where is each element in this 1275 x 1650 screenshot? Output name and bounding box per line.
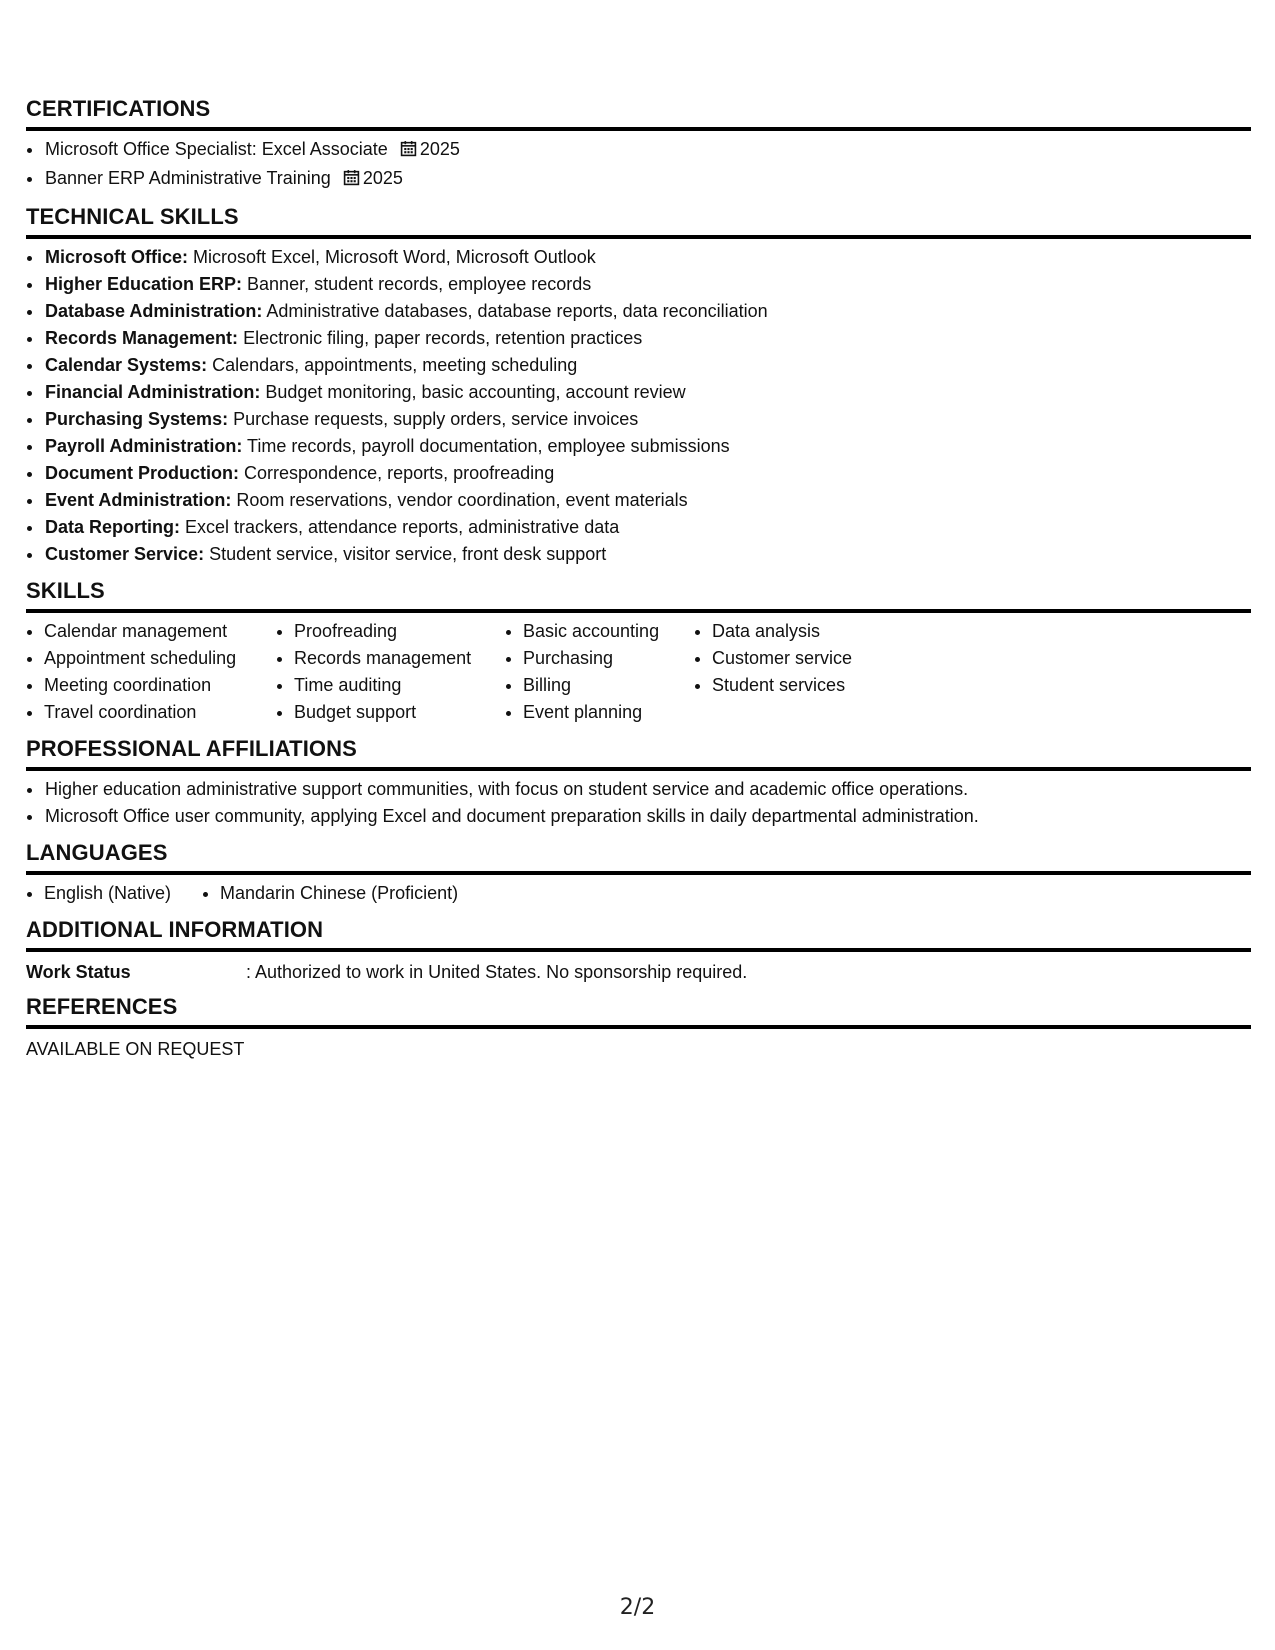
certification-item: [44, 136, 1251, 165]
technical-skill-value: Student service, visitor service, front desk support: [209, 544, 607, 564]
skill-item: • Appointment scheduling: [44, 645, 276, 672]
technical-skill-value: Excel trackers, attendance reports, administrative data: [185, 517, 620, 537]
technical-skill-item: [44, 460, 1251, 487]
skill-item: • Billing: [523, 672, 694, 699]
skill-item: • Data analysis: [712, 618, 932, 645]
skills-column: [26, 618, 276, 726]
technical-skill-label: Financial Administration:: [45, 382, 261, 402]
calendar-icon: [400, 138, 417, 165]
technical-skill-item: [44, 352, 1251, 379]
skill-item: • Basic accounting: [523, 618, 694, 645]
skills-column: [694, 618, 932, 726]
technical-skills-section: [26, 204, 1251, 568]
resume-page: [26, 96, 1251, 1071]
skills-section: [26, 578, 1251, 726]
section-title-skills: SKILLS: [26, 578, 1251, 613]
skills-column: [505, 618, 694, 726]
certification-year: 2025: [362, 168, 403, 188]
technical-skill-item: [44, 325, 1251, 352]
affiliation-item: • Microsoft Office user community, applying Excel and document preparation skills in daily departmental administration.: [44, 803, 1251, 830]
skill-item: • Calendar management: [44, 618, 276, 645]
technical-skill-item: [44, 298, 1251, 325]
skill-item: • Purchasing: [523, 645, 694, 672]
skill-item: • Customer service: [712, 645, 932, 672]
technical-skill-item: [44, 541, 1251, 568]
section-title-languages: LANGUAGES: [26, 840, 1251, 875]
technical-skill-item: [44, 379, 1251, 406]
technical-skill-label: Microsoft Office:: [45, 247, 189, 267]
section-title-additional-info: ADDITIONAL INFORMATION: [26, 917, 1251, 952]
skills-columns: [26, 618, 1251, 726]
work-status-value: : Authorized to work in United States. No sponsorship required.: [246, 962, 748, 982]
technical-skill-item: [44, 487, 1251, 514]
section-title-affiliations: PROFESSIONAL AFFILIATIONS: [26, 736, 1251, 771]
languages-column: [26, 880, 202, 907]
technical-skill-label: Customer Service:: [45, 544, 205, 564]
technical-skill-label: Higher Education ERP:: [45, 274, 243, 294]
section-title-certifications: CERTIFICATIONS: [26, 96, 1251, 131]
technical-skill-value: Purchase requests, supply orders, service invoices: [233, 409, 639, 429]
skill-item: • Records management: [294, 645, 505, 672]
affiliations-list: [26, 776, 1251, 830]
certification-year: 2025: [419, 139, 460, 159]
languages-column: [202, 880, 458, 907]
technical-skill-label: Purchasing Systems:: [45, 409, 229, 429]
skills-column: [276, 618, 505, 726]
skill-item: • Proofreading: [294, 618, 505, 645]
affiliation-item: • Higher education administrative support communities, with focus on student service and academic office operations.: [44, 776, 1251, 803]
technical-skill-label: Event Administration:: [45, 490, 232, 510]
language-item: • Mandarin Chinese (Proficient): [220, 880, 458, 907]
technical-skills-list: [26, 244, 1251, 568]
technical-skill-item: [44, 406, 1251, 433]
calendar-icon: [343, 167, 360, 194]
additional-info-section: [26, 917, 1251, 984]
section-title-technical-skills: TECHNICAL SKILLS: [26, 204, 1251, 239]
certification-name: Microsoft Office Specialist: Excel Associate: [45, 139, 388, 159]
technical-skill-value: Time records, payroll documentation, employee submissions: [247, 436, 730, 456]
technical-skill-value: Correspondence, reports, proofreading: [244, 463, 555, 483]
technical-skill-label: Document Production:: [45, 463, 239, 483]
affiliations-section: [26, 736, 1251, 830]
work-status-label: Work Status: [26, 962, 131, 982]
technical-skill-value: Microsoft Excel, Microsoft Word, Microsoft Outlook: [193, 247, 596, 267]
technical-skill-value: Banner, student records, employee records: [247, 274, 592, 294]
certifications-section: [26, 96, 1251, 194]
skill-item: • Time auditing: [294, 672, 505, 699]
section-title-references: REFERENCES: [26, 994, 1251, 1029]
references-text: AVAILABLE ON REQUEST: [26, 1039, 245, 1059]
skill-item: • Meeting coordination: [44, 672, 276, 699]
certifications-list: [26, 136, 1251, 194]
technical-skill-value: Budget monitoring, basic accounting, account review: [265, 382, 686, 402]
page-number: 2/2: [619, 1595, 656, 1620]
language-item: • English (Native): [44, 880, 202, 907]
references-section: [26, 994, 1251, 1061]
skill-item: • Travel coordination: [44, 699, 276, 726]
technical-skill-label: Database Administration:: [45, 301, 263, 321]
technical-skill-label: Records Management:: [45, 328, 239, 348]
technical-skill-value: Room reservations, vendor coordination, event materials: [236, 490, 688, 510]
technical-skill-item: [44, 244, 1251, 271]
skill-item: • Student services: [712, 672, 932, 699]
certification-name: Banner ERP Administrative Training: [45, 168, 331, 188]
technical-skill-item: [44, 514, 1251, 541]
work-status-row: [26, 960, 1251, 984]
skill-item: • Event planning: [523, 699, 694, 726]
technical-skill-label: Payroll Administration:: [45, 436, 243, 456]
certification-item: [44, 165, 1251, 194]
technical-skill-label: Data Reporting:: [45, 517, 180, 537]
technical-skill-value: Administrative databases, database reports, data reconciliation: [266, 301, 768, 321]
languages-list: [26, 880, 1251, 907]
languages-section: [26, 840, 1251, 907]
technical-skill-label: Calendar Systems:: [45, 355, 208, 375]
technical-skill-item: [44, 271, 1251, 298]
skill-item: • Budget support: [294, 699, 505, 726]
technical-skill-item: [44, 433, 1251, 460]
technical-skill-value: Calendars, appointments, meeting scheduling: [212, 355, 578, 375]
technical-skill-value: Electronic filing, paper records, retention practices: [243, 328, 643, 348]
